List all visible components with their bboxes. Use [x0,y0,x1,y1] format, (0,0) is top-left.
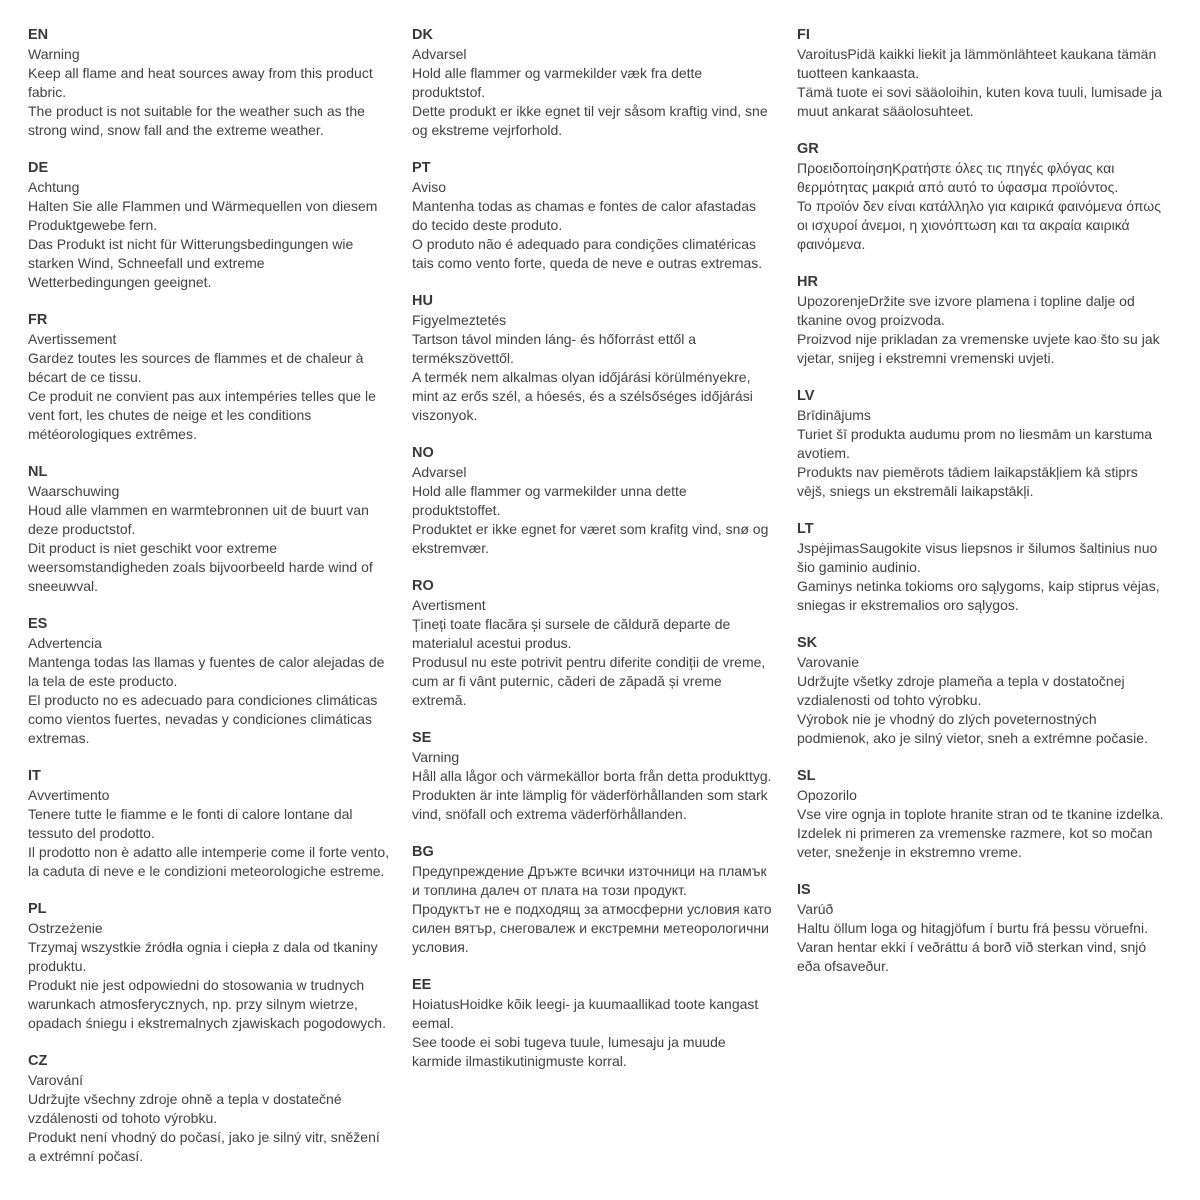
language-section-en [28,26,390,140]
warning-paragraph: JspėjimasSaugokite visus liepsnos ir šilumos šaltinius nuo šio gaminio audinio. [797,540,1158,575]
warning-paragraph: Turiet šī produkta audumu prom no liesmām un karstuma avotiem. [797,426,1153,461]
warning-paragraph: Advarsel [412,46,467,62]
warning-paragraph: Продуктът не е подходящ за атмосферни условия като силен вятър, снеговалеж и екстремни метеорологични условия. [412,901,772,955]
warning-paragraph: Avvertimento [28,787,110,803]
language-section-lt [797,520,1169,615]
language-section-pl [28,900,390,1033]
warning-paragraph: Mantenha todas as chamas e fontes de calor afastadas do tecido deste produto. [412,198,756,233]
language-section-fr [28,311,390,444]
warning-paragraph: Varovanie [797,654,860,670]
language-code: SL [797,768,816,784]
warning-paragraph: Advertencia [28,635,102,651]
warning-paragraph: VaroitusPidä kaikki liekit ja lämmönlähteet kaukana tämän tuotteen kankaasta. [797,46,1157,81]
column-middle [412,26,775,1185]
language-code: FR [28,312,48,328]
language-code: NL [28,464,48,480]
warning-paragraph: Trzymaj wszystkie źródła ognia i ciepła z dala od tkaniny produktu. [28,939,378,974]
warning-paragraph: Výrobok nie je vhodný do zlých poveternostných podmienok, ako je silný vietor, sneh a extrémne počasie. [797,711,1148,746]
language-section-no [412,444,775,558]
warning-paragraph: Țineți toate flacăra și sursele de căldură departe de materialul acestui produs. [412,616,731,651]
warning-paragraph: Produsul nu este potrivit pentru diferite condiții de vreme, cum ar fi vânt puternic, căderi de zăpadă și vreme extremă. [412,654,766,708]
language-section-es [28,615,390,748]
warning-paragraph: Produktet er ikke egnet for været som krafitg vind, snø og ekstremvær. [412,521,769,556]
warning-paragraph: Udržujte všetky zdroje plameňa a tepla v dostatočnej vzdialenosti od tohto výrobku. [797,673,1125,708]
language-section-dk [412,26,775,140]
warning-paragraph: UpozorenjeDržite sve izvore plamena i topline dalje od tkanine ovog proizvoda. [797,293,1135,328]
language-section-gr [797,140,1169,254]
language-code: DE [28,160,49,176]
language-code: IS [797,882,811,898]
warning-paragraph: Tartson távol minden láng- és hőforrást ettől a termékszövettől. [412,331,697,366]
warning-paragraph: Avertisment [412,597,486,613]
language-code: SK [797,635,818,651]
warning-paragraph: Vse vire ognja in toplote hranite stran od te tkanine izdelka. [797,806,1164,822]
warning-paragraph: Das Produkt ist nicht für Witterungsbedingungen wie starken Wind, Schneefall und extreme Wetterbedingungen geeignet. [28,236,354,290]
language-section-ro [412,577,775,710]
language-section-sl [797,767,1169,862]
warning-paragraph: Dit product is niet geschikt voor extreme weersomstandigheden zoals bijvoorbeeld harde wind of sneeuwval. [28,540,373,594]
warning-paragraph: Ce produit ne convient pas aux intempéries telles que le vent fort, les chutes de neige et les conditions météorologiques extrêmes. [28,388,376,442]
warning-paragraph: Håll alla lågor och värmekällor borta från detta produkttyg. [412,768,772,784]
warning-paragraph: HoiatusHoidke kõik leegi- ja kuumaallikad toote kangast eemal. [412,996,759,1031]
warning-paragraph: Produkts nav piemērots tādiem laikapstākļiem kā stiprs vējš, sniegs un ekstremāli laikapstākļi. [797,464,1138,499]
language-section-it [28,767,390,881]
language-code: GR [797,141,819,157]
language-code: EE [412,977,432,993]
language-code: HR [797,274,818,290]
warning-paragraph: Produkten är inte lämplig för väderförhållanden som stark vind, snöfall och extrema väderförhållanden. [412,787,768,822]
warning-paragraph: Keep all flame and heat sources away from this product fabric. [28,65,373,100]
language-code: SE [412,730,432,746]
warning-paragraph: The product is not suitable for the weather such as the strong wind, snow fall and the extreme weather. [28,103,365,138]
warning-paragraph: Opozorilo [797,787,857,803]
warning-paragraph: Dette produkt er ikke egnet til vejr såsom kraftig vind, sne og ekstreme vejrforhold. [412,103,768,138]
language-code: LV [797,388,815,404]
warning-paragraph: Aviso [412,179,446,195]
warning-paragraph: Halten Sie alle Flammen und Wärmequellen von diesem Produktgewebe fern. [28,198,378,233]
warning-paragraph: Gardez toutes les sources de flammes et de chaleur à bécart de ce tissu. [28,350,364,385]
language-section-sk [797,634,1169,748]
language-section-hr [797,273,1169,368]
language-code: IT [28,768,41,784]
warning-paragraph: Produkt nie jest odpowiedni do stosowania w trudnych warunkach atmosferycznych, np. przy silnym wietrze, opadach śniegu i ekstremalnych zjawiskach pogodowych. [28,977,386,1031]
language-section-nl [28,463,390,596]
warning-paragraph: Il prodotto non è adatto alle intemperie come il forte vento, la caduta di neve e le condizioni meteorologiche estreme. [28,844,390,879]
language-section-hu [412,292,775,425]
language-section-ee [412,976,775,1071]
warning-paragraph: O produto não é adequado para condições climatéricas tais como vento forte, queda de neve e outras extremas. [412,236,763,271]
language-section-cz [28,1052,390,1166]
language-code: NO [412,445,434,461]
language-section-se [412,729,775,824]
warning-paragraph: Houd alle vlammen en warmtebronnen uit de buurt van deze productstof. [28,502,369,537]
warning-paragraph: Mantenga todas las llamas y fuentes de calor alejadas de la tela de este producto. [28,654,385,689]
language-section-lv [797,387,1169,501]
warning-paragraph: Varan hentar ekki í veðráttu á borð við sterkan vind, snjó eða ofsaveður. [797,939,1147,974]
warning-paragraph: El producto no es adecuado para condiciones climáticas como vientos fuertes, nevadas y condiciones climáticas extremas. [28,692,378,746]
column-left [28,26,390,1185]
language-code: ES [28,616,48,632]
warning-paragraph: Warning [28,46,80,62]
language-code: FI [797,27,810,43]
warning-paragraph: Ostrzeżenie [28,920,103,936]
warning-paragraph: Proizvod nije prikladan za vremenske uvjete kao što su jak vjetar, snijeg i ekstremni vremenski uvjeti. [797,331,1160,366]
language-code: DK [412,27,433,43]
warning-paragraph: Produkt není vhodný do počasí, jako je silný vitr, sněžení a extrémní počasí. [28,1129,380,1164]
warning-paragraph: Предупреждение Дръжте всички източници на пламък и топлина далеч от плата на този продукт. [412,863,767,898]
warning-paragraph: See toode ei sobi tugeva tuule, lumesaju ja muude karmide ilmastikutinigmuste korral. [412,1034,726,1069]
warning-paragraph: Izdelek ni primeren za vremenske razmere, kot so močan veter, sneženje in ekstremno vreme. [797,825,1153,860]
warning-paragraph: Varning [412,749,460,765]
language-section-is [797,881,1169,976]
language-code: CZ [28,1053,48,1069]
language-section-bg [412,843,775,957]
warning-paragraph: Hold alle flammer og varmekilder unna dette produktstoffet. [412,483,687,518]
language-section-fi [797,26,1169,121]
language-code: LT [797,521,814,537]
warning-paragraph: Advarsel [412,464,467,480]
warning-paragraph: Gaminys netinka tokioms oro sąlygoms, kaip stiprus vėjas, sniegas ir ekstremalios oro sąlygos. [797,578,1160,613]
warning-paragraph: Avertissement [28,331,117,347]
warning-paragraph: Waarschuwing [28,483,120,499]
column-right [797,26,1169,1185]
warning-paragraph: Brīdinājums [797,407,871,423]
warning-paragraph: ΠροειδοποίησηΚρατήστε όλες τις πηγές φλόγας και θερμότητας μακριά από αυτό το ύφασμα προϊόντος. [797,160,1119,195]
language-code: EN [28,27,49,43]
language-code: BG [412,844,434,860]
warning-paragraph: Tämä tuote ei sovi sääoloihin, kuten kova tuuli, lumisade ja muut ankarat sääolosuhteet. [797,84,1162,119]
language-section-pt [412,159,775,273]
warning-paragraph: A termék nem alkalmas olyan időjárási körülményekre, mint az erős szél, a hóesés, és a szélsőséges időjárási viszonyok. [412,369,753,423]
warning-paragraph: Hold alle flammer og varmekilder væk fra dette produktstof. [412,65,703,100]
warning-paragraph: Udržujte všechny zdroje ohně a tepla v dostatečné vzdálenosti od tohoto výrobku. [28,1091,342,1126]
warning-paragraph: Varúð [797,901,834,917]
warning-paragraph: Tenere tutte le fiamme e le fonti di calore lontane dal tessuto del prodotto. [28,806,353,841]
warning-paragraph: Figyelmeztetés [412,312,507,328]
warning-paragraph: Haltu öllum loga og hitagjöfum í burtu frá þessu vöruefni. [797,920,1148,936]
warning-paragraph: Το προϊόν δεν είναι κατάλληλο για καιρικά φαινόμενα όπως οι ισχυροί άνεμοι, η χιονόπτωση και τα ακραία καιρικά φαινόμενα. [797,198,1161,252]
warning-paragraph: Varování [28,1072,83,1088]
warning-paragraph: Achtung [28,179,80,195]
language-code: PT [412,160,431,176]
language-code: HU [412,293,433,309]
language-section-de [28,159,390,292]
language-code: RO [412,578,434,594]
language-code: PL [28,901,47,917]
